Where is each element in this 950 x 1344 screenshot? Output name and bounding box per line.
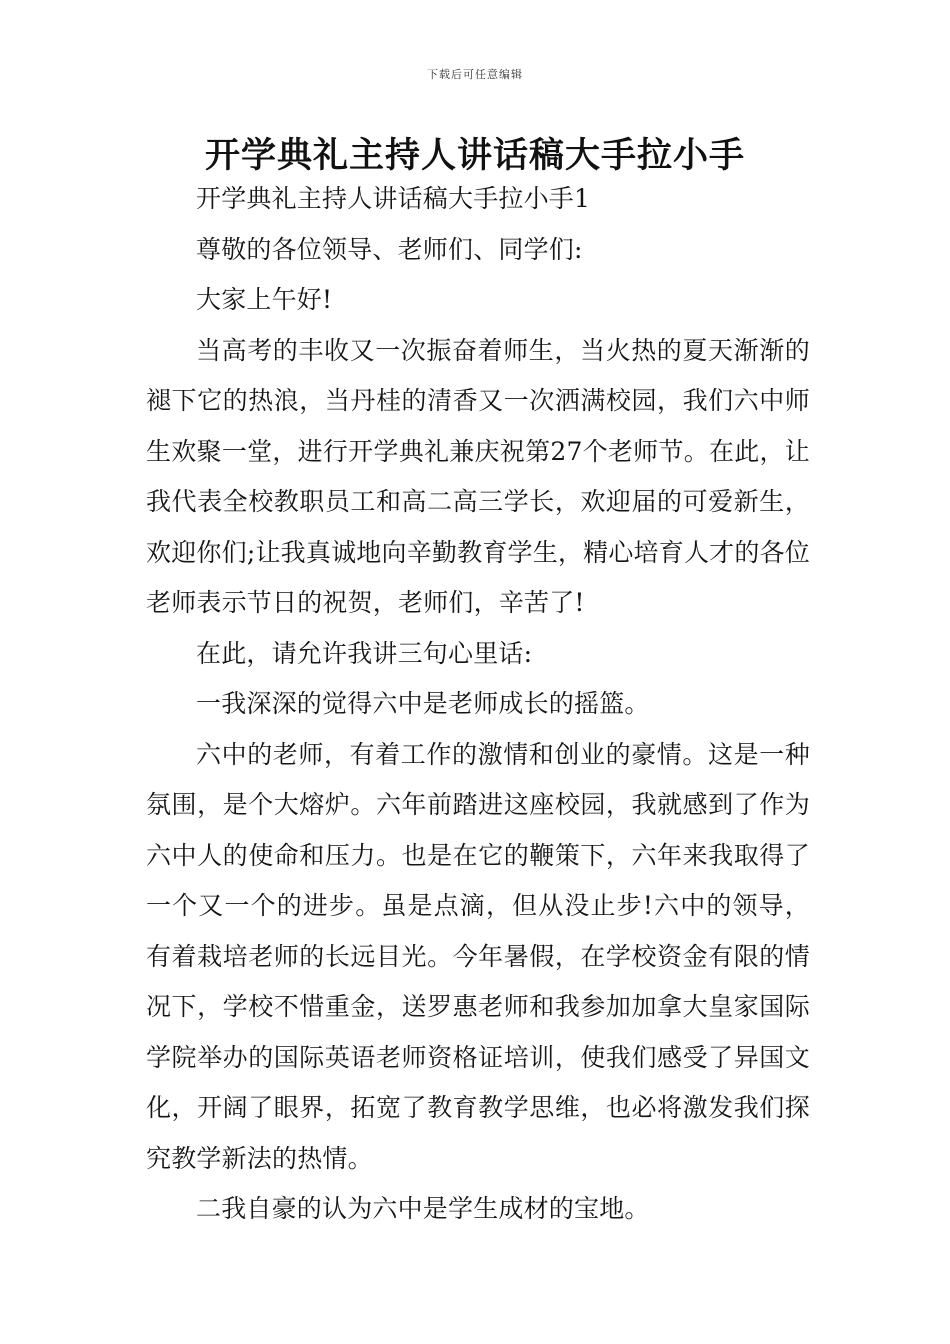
paragraph-point-one: 一我深深的觉得六中是老师成长的摇篮。 [196, 689, 650, 718]
paragraph-intro: 在此，请允许我讲三句心里话: [196, 638, 533, 668]
document-body [146, 174, 810, 1235]
paragraph-teachers: 六中的老师，有着工作的激情和创业的豪情。这是一种氛围，是个大熔炉。六年前踏进这座校园，我就感到了作为六中人的使命和压力。也是在它的鞭策下，六年来我取得了一个又一个的进步。虽是点滴，但从没止步!六中的领导，有着栽培老师的长远目光。今年暑假，在学校资金有限的情况下，学校不惜重金，送罗惠老师和我参加加拿大皇家国际学院举办的国际英语老师资格证培训，使我们感受了异国文化，开阔了眼界，拓宽了教育教学思维，也必将激发我们探究教学新法的热情。 [146, 739, 810, 1173]
paragraph-opening: 当高考的丰收又一次振奋着师生，当火热的夏天渐渐的褪下它的热浪，当丹桂的清香又一次洒满校园，我们六中师生欢聚一堂，进行开学典礼兼庆祝第27个老师节。在此，让我代表全校教职员工和高二高三学长，欢迎届的可爱新生，欢迎你们;让我真诚地向辛勤教育学生，精心培育人才的各位老师表示节日的祝贺，老师们，辛苦了! [146, 335, 810, 617]
paragraph-greeting: 大家上午好! [196, 285, 333, 314]
document-title: 开学典礼主持人讲话稿大手拉小手 [204, 136, 745, 176]
paragraph-subtitle: 开学典礼主持人讲话稿大手拉小手1 [196, 184, 591, 213]
header-note: 下载后可任意编辑 [427, 68, 523, 81]
paragraph-point-two: 二我自豪的认为六中是学生成材的宝地。 [196, 1194, 650, 1223]
paragraph-salutation: 尊敬的各位领导、老师们、同学们: [196, 234, 583, 264]
